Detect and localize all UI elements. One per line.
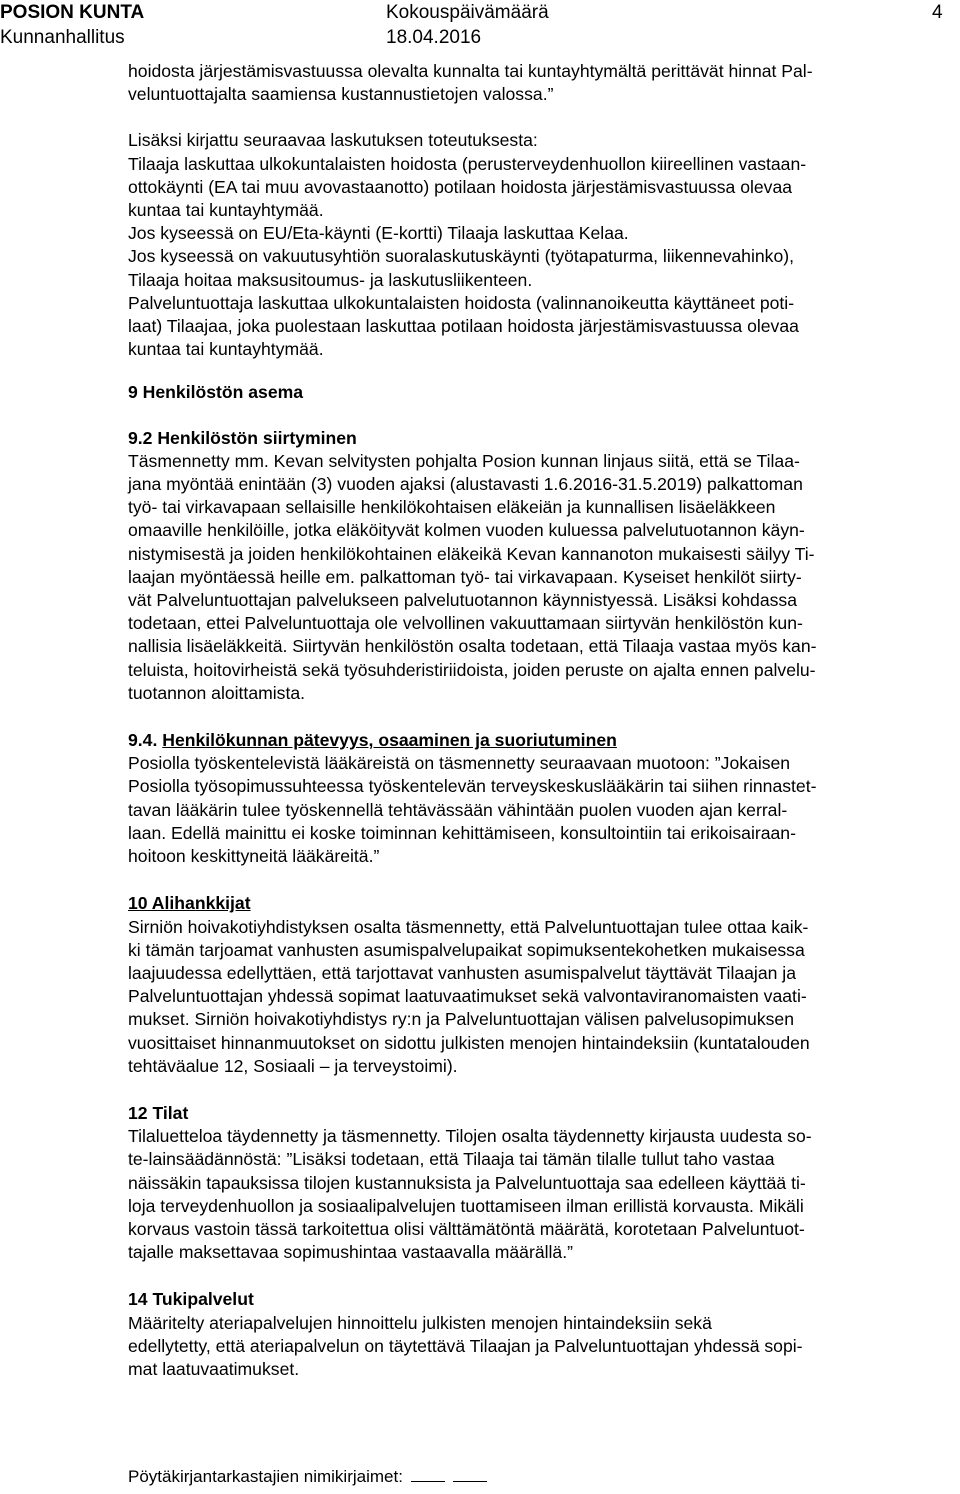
text-line: Jos kyseessä on EU/Eta-käynti (E-kortti) Tilaaja laskuttaa Kelaa.: [128, 223, 629, 244]
section-12-heading: 12 Tilat: [128, 1102, 189, 1123]
text-line: Sirniön hoivakotiyhdistyksen osalta täsmennetty, että Palveluntuottajan tulee ottaa kaik-: [128, 916, 809, 937]
text-line: kuntaa tai kuntayhtymää.: [128, 200, 324, 221]
section-9-4-number: 9.4.: [128, 730, 163, 751]
text-line: hoidosta järjestämisvastuussa olevalta kunnalta tai kuntayhtymältä perittävät hinnat Pal-: [128, 61, 813, 81]
section-9-4-title: Henkilökunnan pätevyys, osaaminen ja suoriutuminen: [162, 730, 617, 751]
text-line: korvaus vastoin tässä tarkoitettua olisi välttämätöntä määrätä, korotetaan Palveluntuot-: [128, 1218, 805, 1239]
text-line: teluista, hoitovirheistä sekä työsuhderistiriidoista, joiden peruste on ajalta ennen palvelu-: [128, 659, 816, 680]
text-line: vät Palveluntuottajan palvelukseen palvelutuotannon käynnistyessä. Lisäksi kohdassa: [128, 590, 797, 611]
text-line: Posiolla työsopimussuhteessa työskentelevän terveyskeskuslääkärin tai siihen rinnastet-: [128, 776, 817, 797]
section-9-heading: 9 Henkilöstön asema: [128, 382, 304, 403]
body-name: Kunnanhallitus: [0, 27, 125, 48]
text-line: tajalle maksettavaa sopimushintaa vastaavalla määrällä.”: [128, 1242, 573, 1263]
text-line: Palveluntuottaja laskuttaa ulkokuntalaisten hoidosta (valinnanoikeutta käyttäneet poti-: [128, 292, 795, 313]
text-line: näissäkin tapauksissa tilojen kustannuksista ja Palveluntuottaja saa edelleen käyttää ti-: [128, 1172, 806, 1193]
text-line: ottokäynti (EA tai muu avovastaanotto) potilaan hoidosta järjestämisvastuussa olevaa: [128, 176, 793, 197]
paragraph-2: [128, 129, 950, 361]
text-line: laajuudessa edellyttäen, että tarjottavat vanhusten asumispalvelut täyttävät Tilaajan ja: [128, 962, 796, 983]
text-line: laan. Edellä mainittu ei koske toiminnan kehittämiseen, konsultointiin tai erikoisairaan-: [128, 822, 796, 843]
date-label: Kokouspäivämäärä: [386, 2, 549, 23]
text-line: Tilaaja hoitaa maksusitoumus- ja laskutusliikenteen.: [128, 269, 533, 290]
text-line: Täsmennetty mm. Kevan selvitysten pohjalta Posion kunnan linjaus siitä, että se Tilaa-: [128, 450, 800, 471]
text-line: ki tämän tarjoamat vanhusten asumispalvelupaikat sopimuksentekohetken mukaisessa: [128, 939, 805, 960]
document-body: [128, 60, 950, 1381]
initials-line-1: [411, 1467, 445, 1482]
footer: [128, 1466, 487, 1488]
text-line: laajan myöntäessä heille em. palkattoman työ- tai virkavapaan. Kyseiset henkilöt siirty-: [128, 566, 802, 587]
text-line: te-lainsäädännöstä: ”Lisäksi todetaan, että Tilaaja tai tämän tilalle tullut taho vastaa: [128, 1149, 775, 1170]
text-line: tavan lääkärin tulee työskennellä tehtävässään vähintään puolen vuoden ajan kerral-: [128, 799, 788, 820]
text-line: Määritelty ateriapalvelujen hinnoittelu julkisten menojen hintaindeksiin sekä: [128, 1312, 712, 1333]
org-name: POSION KUNTA: [0, 2, 145, 23]
text-line: tuotannon aloittamista.: [128, 682, 306, 703]
section-12-text: [128, 1125, 950, 1264]
paragraph-1: [128, 60, 950, 106]
text-line: mukset. Sirniön hoivakotiyhdistys ry:n ja Palveluntuottajan välisen palvelusopimuksen: [128, 1009, 794, 1030]
section-9-2-heading: 9.2 Henkilöstön siirtyminen: [128, 427, 357, 448]
meeting-date: 18.04.2016: [386, 27, 482, 48]
text-line: jana myöntää enintään (3) vuoden ajaksi (alustavasti 1.6.2016-31.5.2019) palkattoman: [128, 474, 803, 495]
text-line: nallisia lisäeläkkeitä. Siirtyvän henkilöstön osalta todetaan, että Tilaaja vastaa myös kan-: [128, 636, 817, 657]
text-line: kuntaa tai kuntayhtymää.: [128, 339, 324, 360]
text-line: veluntuottajalta saamiensa kustannustietojen valossa.”: [128, 84, 554, 105]
text-line: mat laatuvaatimukset.: [128, 1358, 300, 1379]
section-10-text: [128, 916, 950, 1078]
page-number: 4: [932, 2, 943, 23]
text-line: loja terveydenhuollon ja sosiaalipalvelujen tuottamiseen ilman erillistä korvausta. Mikäli: [128, 1195, 804, 1216]
text-line: todetaan, ettei Palveluntuottaja ole velvollinen vakuuttamaan siirtyvän henkilöstön kun-: [128, 613, 803, 634]
text-line: Tilaaja laskuttaa ulkokuntalaisten hoidosta (perusterveydenhuollon kiireellinen vastaan-: [128, 153, 807, 174]
initials-line-2: [453, 1467, 487, 1482]
section-9-4-heading: [128, 729, 950, 752]
section-9-4-text: [128, 752, 950, 868]
section-10-heading: 10 Alihankkijat: [128, 893, 251, 914]
text-line: työ- tai virkavapaan sellaisille henkilökohtaisen eläkeiän ja kunnallisen lisäeläkkeen: [128, 497, 776, 518]
text-line: Palveluntuottajan yhdessä sopimat laatuvaatimukset sekä valvontaviranomaisten vaati-: [128, 986, 807, 1007]
text-line: Jos kyseessä on vakuutusyhtiön suoralaskutuskäynti (työtapaturma, liikennevahinko),: [128, 246, 794, 267]
text-line: edellytetty, että ateriapalvelun on täytettävä Tilaajan ja Palveluntuottajan yhdessä sopi-: [128, 1335, 803, 1356]
section-14-heading: 14 Tukipalvelut: [128, 1289, 254, 1310]
text-line: Lisäksi kirjattu seuraavaa laskutuksen toteutuksesta:: [128, 130, 538, 151]
text-line: Posiolla työskentelevistä lääkäreistä on täsmennetty seuraavaan muotoon: ”Jokaisen: [128, 753, 791, 774]
text-line: omaaville henkilöille, jotka eläköityvät kolmen vuoden kuluessa palvelutuotannon käyn-: [128, 520, 805, 541]
text-line: laat) Tilaajaa, joka puolestaan laskuttaa potilaan hoidosta järjestämisvastuussa olevaa: [128, 316, 799, 337]
text-line: hoitoon keskittyneitä lääkäreitä.”: [128, 846, 380, 867]
text-line: Tilaluetteloa täydennetty ja täsmennetty. Tilojen osalta täydennetty kirjausta uudesta so-: [128, 1126, 812, 1147]
section-14-text: [128, 1312, 950, 1382]
initials-label: Pöytäkirjantarkastajien nimikirjaimet:: [128, 1467, 403, 1486]
text-line: nistymisestä ja joiden henkilökohtainen eläkeikä Kevan kannanoton mukaisesti säilyy Ti-: [128, 543, 815, 564]
section-9-2-text: [128, 450, 950, 705]
text-line: vuosittaiset hinnanmuutokset on sidottu julkisten menojen hintaindeksiin (kuntatalouden: [128, 1032, 810, 1053]
text-line: tehtäväalue 12, Sosiaali – ja terveystoimi).: [128, 1055, 458, 1076]
